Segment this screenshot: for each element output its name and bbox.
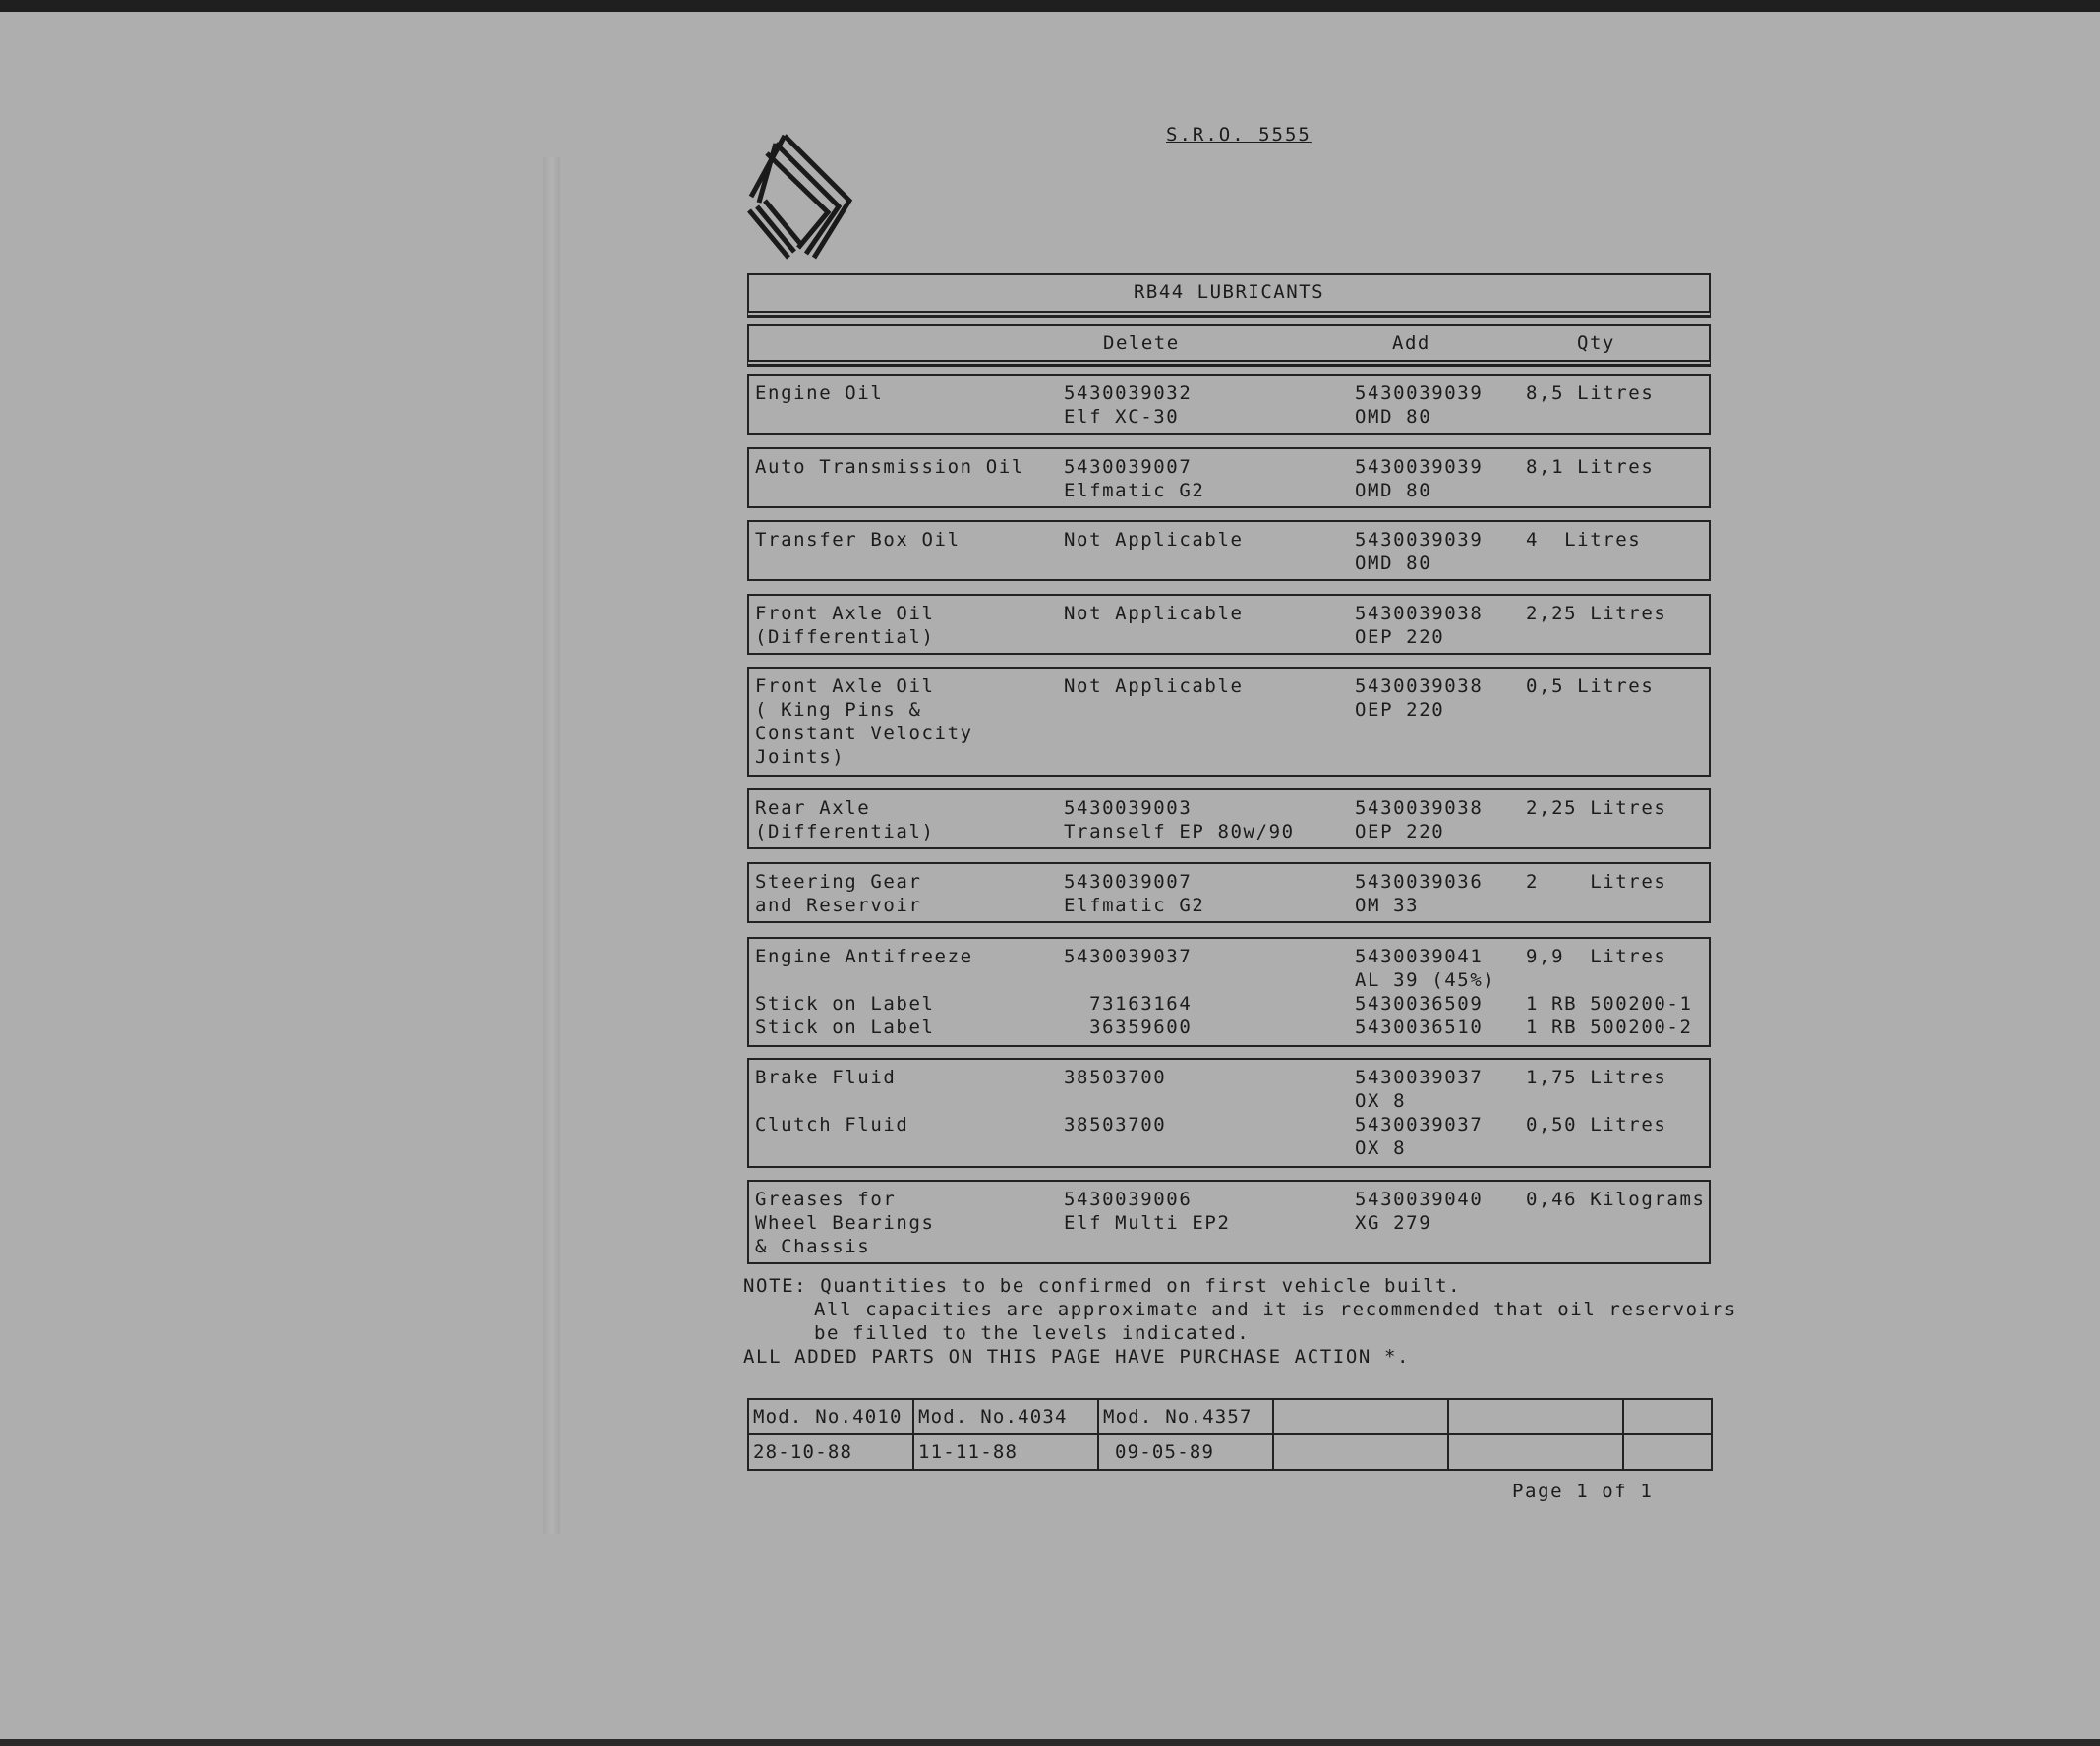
mod-cell: Mod. No.4357 (1098, 1399, 1273, 1434)
cell-delete: 38503700 (1064, 1114, 1167, 1135)
cell-add: OM 33 (1355, 895, 1420, 916)
mod-cell: Mod. No.4010 (748, 1399, 913, 1434)
header-add: Add (1392, 332, 1430, 354)
mod-number-row (748, 1399, 1712, 1434)
cell-item: Clutch Fluid (755, 1114, 909, 1135)
mod-cell (1273, 1399, 1448, 1434)
scan-edge-bottom (0, 1739, 2100, 1746)
cell-item: Stick on Label (755, 1017, 935, 1038)
cell-qty: 8,5 Litres (1526, 382, 1655, 404)
cell-delete: Not Applicable (1064, 603, 1244, 624)
mod-cell (1623, 1399, 1712, 1434)
cell-item: and Reservoir (755, 895, 922, 916)
cell-add: 5430039037 (1355, 1114, 1484, 1135)
cell-qty: 2,25 Litres (1526, 603, 1667, 624)
cell-add: 5430036509 (1355, 993, 1484, 1015)
cell-qty: 8,1 Litres (1526, 456, 1655, 478)
cell-add: OEP 220 (1355, 821, 1445, 843)
cell-item: & Chassis (755, 1236, 871, 1257)
cell-item: Steering Gear (755, 871, 922, 893)
cell-item: Auto Transmission Oil (755, 456, 1024, 478)
cell-add: 5430039039 (1355, 456, 1484, 478)
cell-delete: Elfmatic G2 (1064, 895, 1205, 916)
cell-item: Constant Velocity (755, 723, 973, 744)
cell-add: OX 8 (1355, 1090, 1407, 1112)
cell-delete: 5430039037 (1064, 946, 1193, 967)
cell-add: 5430039039 (1355, 529, 1484, 551)
cell-add: OEP 220 (1355, 626, 1445, 648)
cell-item: Transfer Box Oil (755, 529, 961, 551)
cell-qty: 0,50 Litres (1526, 1114, 1667, 1135)
cell-item: (Differential) (755, 821, 935, 843)
lubricant-row (747, 1180, 1711, 1264)
cell-item: Engine Oil (755, 382, 884, 404)
cell-qty: 2,25 Litres (1526, 797, 1667, 819)
date-cell: 11-11-88 (913, 1434, 1098, 1470)
cell-add: AL 39 (45%) (1355, 969, 1496, 991)
cell-item: Joints) (755, 746, 846, 768)
cell-delete: 73163164 (1064, 993, 1193, 1015)
modification-table (747, 1398, 1713, 1471)
cell-add: XG 279 (1355, 1212, 1432, 1234)
cell-qty: 4 Litres (1526, 529, 1642, 551)
cell-add: 5430039041 (1355, 946, 1484, 967)
cell-add: 5430039039 (1355, 382, 1484, 404)
date-cell (1623, 1434, 1712, 1470)
cell-item: Stick on Label (755, 993, 935, 1015)
cell-delete: 36359600 (1064, 1017, 1193, 1038)
cell-delete: Not Applicable (1064, 529, 1244, 551)
cell-delete: Tranself EP 80w/90 (1064, 821, 1295, 843)
lubricant-row (747, 862, 1711, 923)
note-line: NOTE: Quantities to be confirmed on first vehicle built. (743, 1275, 1462, 1297)
cell-qty: 2 Litres (1526, 871, 1667, 893)
column-header-row (747, 324, 1711, 362)
cell-add: OMD 80 (1355, 406, 1432, 428)
cell-add: 5430039040 (1355, 1189, 1484, 1210)
cell-delete: Not Applicable (1064, 675, 1244, 697)
lubricant-row (747, 1058, 1711, 1168)
cell-qty: 1,75 Litres (1526, 1067, 1667, 1088)
lubricant-row (747, 937, 1711, 1047)
cell-qty: 0,5 Litres (1526, 675, 1655, 697)
cell-item: Brake Fluid (755, 1067, 897, 1088)
date-cell (1273, 1434, 1448, 1470)
date-cell: 09-05-89 (1098, 1434, 1273, 1470)
date-cell: 28-10-88 (748, 1434, 913, 1470)
note-line: be filled to the levels indicated. (814, 1322, 1251, 1344)
date-cell (1448, 1434, 1623, 1470)
cell-delete: Elfmatic G2 (1064, 480, 1205, 501)
note-line: ALL ADDED PARTS ON THIS PAGE HAVE PURCHASE ACTION *. (743, 1346, 1411, 1368)
cell-add: 5430039037 (1355, 1067, 1484, 1088)
cell-add: 5430039038 (1355, 675, 1484, 697)
lubricant-row (747, 447, 1711, 508)
cell-add: 5430036510 (1355, 1017, 1484, 1038)
mod-cell (1448, 1399, 1623, 1434)
lubricant-row (747, 594, 1711, 655)
cell-item: Engine Antifreeze (755, 946, 973, 967)
cell-qty: 1 RB 500200-2 (1526, 1017, 1693, 1038)
paper-crease (543, 157, 560, 1534)
cell-add: 5430039038 (1355, 797, 1484, 819)
cell-item: Front Axle Oil (755, 603, 935, 624)
mod-cell: Mod. No.4034 (913, 1399, 1098, 1434)
cell-item: Rear Axle (755, 797, 871, 819)
cell-item: Front Axle Oil (755, 675, 935, 697)
cell-qty: 0,46 Kilograms (1526, 1189, 1706, 1210)
cell-delete: 5430039007 (1064, 456, 1193, 478)
page-number: Page 1 of 1 (1512, 1481, 1654, 1502)
cell-delete: 5430039032 (1064, 382, 1193, 404)
cell-item: (Differential) (755, 626, 935, 648)
cell-delete: 5430039003 (1064, 797, 1193, 819)
cell-item: Wheel Bearings (755, 1212, 935, 1234)
cell-add: OX 8 (1355, 1137, 1407, 1159)
renault-logo-icon (745, 132, 853, 262)
cell-delete: 5430039006 (1064, 1189, 1193, 1210)
lubricants-title-box (747, 273, 1711, 313)
note-line: All capacities are approximate and it is recommended that oil reservoirs (814, 1299, 1737, 1320)
lubricant-row (747, 788, 1711, 849)
cell-delete: 5430039007 (1064, 871, 1193, 893)
notes-block (743, 1274, 1737, 1368)
cell-add: 5430039036 (1355, 871, 1484, 893)
cell-delete: 38503700 (1064, 1067, 1167, 1088)
document-reference: S.R.O. 5555 (1166, 124, 1312, 146)
lubricant-row (747, 520, 1711, 581)
cell-add: OMD 80 (1355, 480, 1432, 501)
header-qty: Qty (1577, 332, 1615, 354)
cell-qty: 1 RB 500200-1 (1526, 993, 1693, 1015)
scan-edge-top (0, 0, 2100, 12)
cell-add: OMD 80 (1355, 553, 1432, 574)
mod-date-row (748, 1434, 1712, 1470)
cell-add: OEP 220 (1355, 699, 1445, 721)
header-delete: Delete (1103, 332, 1180, 354)
lubricant-row (747, 374, 1711, 435)
lubricant-row (747, 667, 1711, 777)
cell-qty: 9,9 Litres (1526, 946, 1667, 967)
cell-delete: Elf XC-30 (1064, 406, 1180, 428)
cell-add: 5430039038 (1355, 603, 1484, 624)
cell-delete: Elf Multi EP2 (1064, 1212, 1231, 1234)
cell-item: ( King Pins & (755, 699, 922, 721)
cell-item: Greases for (755, 1189, 897, 1210)
document-title: RB44 LUBRICANTS (1133, 281, 1325, 303)
